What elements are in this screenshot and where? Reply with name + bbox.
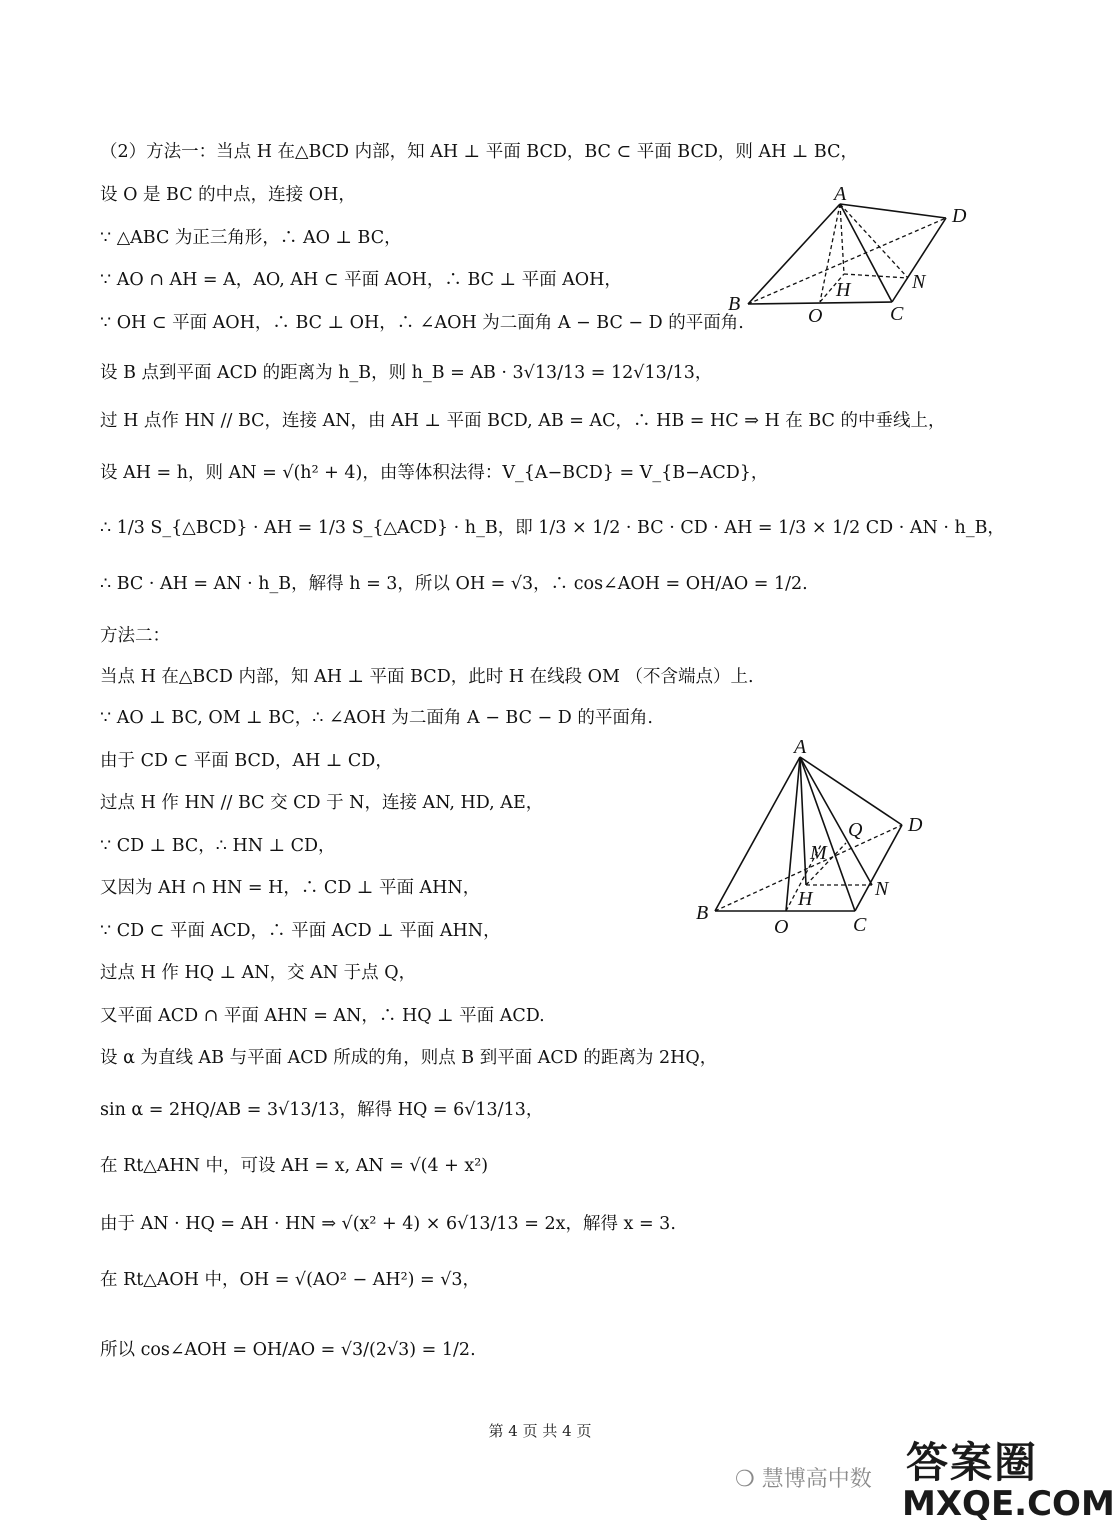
fig1-label-H: H (836, 279, 851, 301)
text-line-1: （2）方法一：当点 H 在△BCD 内部，知 AH ⊥ 平面 BCD，BC ⊂ 平面 BCD，则 AH ⊥ BC， (100, 142, 859, 162)
fig2-label-D: D (908, 814, 923, 836)
fig1-label-B: B (728, 293, 741, 315)
text-line-8: 设 AH = h，则 AN = √(h² + 4)，由等体积法得：V_{A−BCD} = V_{B−ACD}， (100, 463, 769, 483)
text-line-23: 在 Rt△AHN 中，可设 AH = x, AN = √(4 + x²) (100, 1156, 489, 1176)
fig2-label-M: M (810, 842, 827, 864)
text-line-11: 方法二： (100, 626, 170, 646)
fig1-label-O: O (808, 305, 823, 327)
text-line-25: 在 Rt△AOH 中，OH = √(AO² − AH²) = √3， (100, 1270, 481, 1290)
site-logo-watermark (900, 1428, 1115, 1524)
fig1-label-C: C (890, 303, 904, 325)
fig2-label-O: O (774, 916, 789, 938)
fig1-label-A: A (834, 183, 847, 205)
text-line-21: 设 α 为直线 AB 与平面 ACD 所成的角，则点 B 到平面 ACD 的距离为 2HQ， (100, 1048, 718, 1068)
text-line-7: 过 H 点作 HN // BC，连接 AN，由 AH ⊥ 平面 BCD, AB = AC，∴ HB = HC ⇒ H 在 BC 的中垂线上， (100, 411, 946, 431)
fig2-label-C: C (853, 914, 867, 936)
text-line-24: 由于 AN · HQ = AH · HN ⇒ √(x² + 4) × 6√13/13 = 2x，解得 x = 3. (100, 1214, 676, 1234)
fig2-label-B: B (696, 902, 709, 924)
text-line-20: 又平面 ACD ∩ 平面 AHN = AN，∴ HQ ⊥ 平面 ACD. (100, 1006, 545, 1026)
wechat-account-name: 慧博高中数 (761, 1467, 872, 1492)
text-line-2: 设 O 是 BC 的中点，连接 OH， (100, 185, 356, 205)
fig2-label-H: H (798, 888, 813, 910)
wechat-icon: ❍ (735, 1467, 755, 1492)
geometry-figure-1 (720, 180, 980, 330)
text-line-14: 由于 CD ⊂ 平面 BCD，AH ⊥ CD， (100, 751, 393, 771)
text-line-19: 过点 H 作 HQ ⊥ AN，交 AN 于点 Q， (100, 963, 417, 983)
text-line-12: 当点 H 在△BCD 内部，知 AH ⊥ 平面 BCD，此时 H 在线段 OM （不含端点）上. (100, 667, 754, 687)
text-line-4: ∵ AO ∩ AH = A，AO, AH ⊂ 平面 AOH，∴ BC ⊥ 平面 AOH， (100, 270, 622, 290)
page-footer: 第 4 页 共 4 页 (488, 1422, 592, 1440)
text-line-10: ∴ BC · AH = AN · h_B，解得 h = 3，所以 OH = √3，∴ cos∠AOH = OH/AO = 1/2. (100, 574, 808, 594)
fig2-label-Q: Q (848, 819, 863, 841)
text-line-15: 过点 H 作 HN // BC 交 CD 于 N，连接 AN, HD, AE， (100, 793, 544, 813)
text-line-16: ∵ CD ⊥ BC，∴ HN ⊥ CD， (100, 836, 336, 856)
text-line-13: ∵ AO ⊥ BC, OM ⊥ BC，∴ ∠AOH 为二面角 A − BC − D 的平面角. (100, 708, 653, 728)
text-line-9: ∴ 1/3 S_{△BCD} · AH = 1/3 S_{△ACD} · h_B，即 1/3 × 1/2 · BC · CD · AH = 1/3 × 1/2 CD · AN · h_B， (100, 518, 1005, 538)
text-line-17: 又因为 AH ∩ HN = H，∴ CD ⊥ 平面 AHN， (100, 878, 481, 898)
fig1-label-N: N (912, 271, 926, 293)
text-line-5: ∵ OH ⊂ 平面 AOH，∴ BC ⊥ OH，∴ ∠AOH 为二面角 A − BC − D 的平面角. (100, 313, 744, 333)
fig2-label-A: A (794, 736, 807, 758)
text-line-26: 所以 cos∠AOH = OH/AO = √3/(2√3) = 1/2. (100, 1340, 476, 1360)
text-line-6: 设 B 点到平面 ACD 的距离为 h_B，则 h_B = AB · 3√13/13 = 12√13/13， (100, 363, 713, 383)
wechat-watermark (735, 1462, 872, 1493)
logo-title: 答案圈 (906, 1438, 1039, 1487)
geometry-figure-2 (690, 735, 940, 945)
logo-domain: MXQE.COM (902, 1484, 1115, 1524)
text-line-22: sin α = 2HQ/AB = 3√13/13，解得 HQ = 6√13/13， (100, 1100, 544, 1120)
text-line-3: ∵ △ABC 为正三角形，∴ AO ⊥ BC， (100, 228, 402, 248)
fig2-label-N: N (875, 878, 889, 900)
fig1-label-D: D (952, 205, 967, 227)
text-line-18: ∵ CD ⊂ 平面 ACD，∴ 平面 ACD ⊥ 平面 AHN， (100, 921, 501, 941)
